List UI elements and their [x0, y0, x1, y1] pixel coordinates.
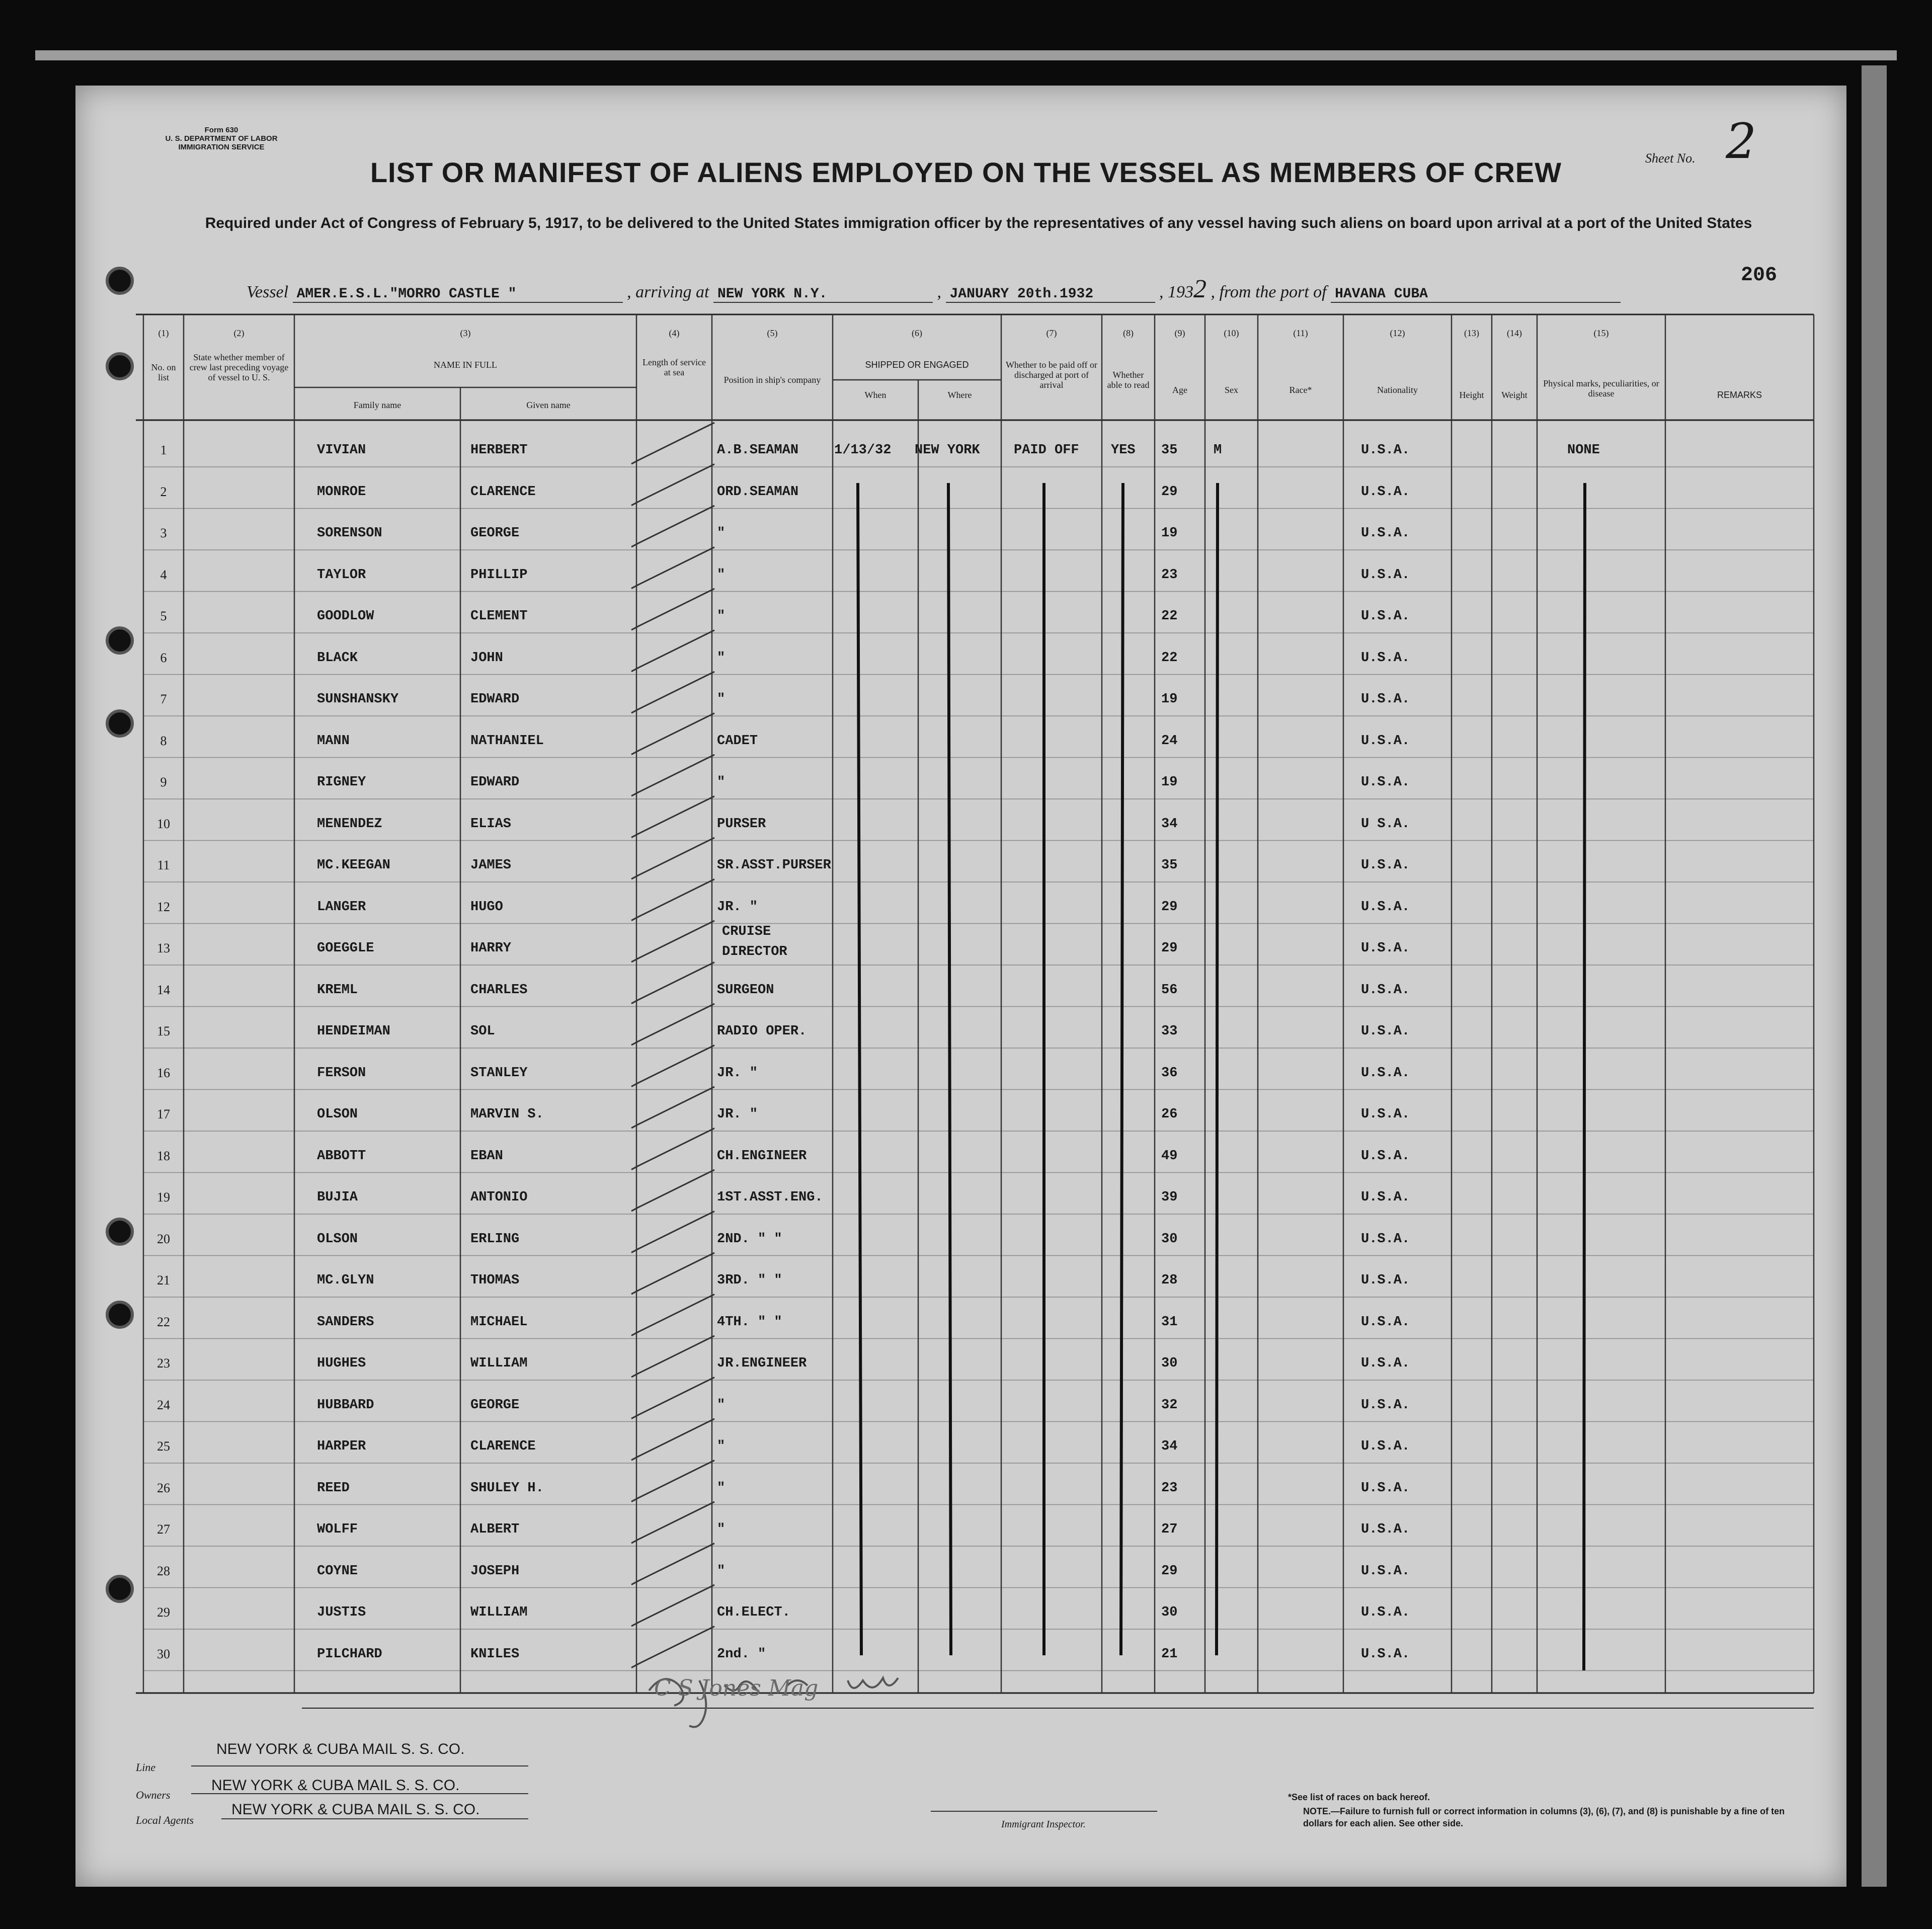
cell-no: 29 — [157, 1605, 170, 1620]
cell-position: " — [717, 775, 726, 790]
sheet-number-label: Sheet No. — [1645, 151, 1696, 166]
cell-age: 22 — [1161, 609, 1178, 624]
cell-given: CHARLES — [470, 982, 528, 998]
cell-family: ABBOTT — [317, 1148, 366, 1164]
cell-given: CLARENCE — [470, 484, 536, 500]
cell-position: " — [717, 1480, 726, 1496]
cell-position: CADET — [717, 733, 758, 749]
cell-given: GEORGE — [470, 1397, 520, 1413]
cell-family: FERSON — [317, 1065, 366, 1081]
cell-nationality: U.S.A. — [1361, 941, 1410, 956]
year-handwritten: 2 — [1193, 275, 1206, 303]
cell-given: ELIAS — [470, 816, 512, 832]
vessel-value: AMER.E.S.L."MORRO CASTLE " — [293, 286, 623, 303]
cell-read: YES — [1111, 443, 1136, 458]
cell-no: 11 — [157, 858, 170, 872]
cell-nationality: U.S.A. — [1361, 443, 1410, 458]
arrival-date: JANUARY 20th.1932 — [946, 286, 1155, 303]
cell-family: OLSON — [317, 1231, 358, 1247]
cell-nationality: U.S.A. — [1361, 1065, 1410, 1081]
cell-family: BUJIA — [317, 1190, 358, 1205]
header-position: Position in ship's company — [723, 375, 821, 385]
cell-age: 23 — [1161, 1480, 1178, 1496]
cell-age: 19 — [1161, 692, 1178, 707]
cell-given: EDWARD — [470, 775, 520, 790]
cell-family: HUBBARD — [317, 1397, 374, 1413]
cell-given: CLEMENT — [470, 609, 528, 624]
header-physical-marks: Physical marks, peculiarities, or disease — [1543, 378, 1659, 398]
cell-family: RIGNEY — [317, 775, 366, 790]
colnum-13: (13) — [1464, 328, 1479, 338]
cell-family: WOLFF — [317, 1522, 358, 1537]
cell-nationality: U.S.A. — [1361, 1563, 1410, 1579]
header-name-in-full: NAME IN FULL — [434, 360, 497, 370]
cell-given: JOSEPH — [470, 1563, 520, 1579]
cell-nationality: U.S.A. — [1361, 1190, 1410, 1205]
cell-position: JR. " — [717, 1065, 758, 1081]
cell-given: EDWARD — [470, 692, 520, 707]
inspector-label: Immigrant Inspector. — [1001, 1819, 1086, 1830]
cell-no: 28 — [157, 1563, 170, 1578]
agents-label: Local Agents — [136, 1814, 194, 1826]
header-where: Where — [947, 390, 972, 400]
cell-family: MANN — [317, 733, 350, 749]
cell-given: JOHN — [470, 650, 503, 666]
cell-position: " — [717, 650, 726, 666]
cell-position: 1ST.ASST.ENG. — [717, 1190, 823, 1205]
owners-value: NEW YORK & CUBA MAIL S. S. CO. — [211, 1777, 460, 1794]
cell-position: CH.ELECT. — [717, 1605, 790, 1620]
from-port-value: HAVANA CUBA — [1331, 286, 1621, 303]
cell-age: 39 — [1161, 1190, 1178, 1205]
cell-no: 12 — [157, 899, 170, 914]
cell-position: SURGEON — [717, 982, 774, 998]
cell-given: HARRY — [470, 941, 512, 956]
cell-no: 3 — [160, 526, 167, 540]
cell-age: 36 — [1161, 1065, 1178, 1081]
colnum-7: (7) — [1046, 328, 1057, 338]
cell-given: CLARENCE — [470, 1439, 536, 1454]
cell-given: ALBERT — [470, 1522, 520, 1537]
cell-physical: NONE — [1567, 443, 1600, 458]
cell-family: GOODLOW — [317, 609, 374, 624]
vessel-label: Vessel — [247, 283, 289, 301]
cell-no: 23 — [157, 1356, 170, 1371]
department-name: U. S. DEPARTMENT OF LABOR — [165, 134, 278, 143]
cell-age: 56 — [1161, 982, 1178, 998]
header-given-name: Given name — [526, 400, 571, 410]
cell-position: " — [717, 692, 726, 707]
cell-no: 18 — [157, 1148, 170, 1163]
cell-no: 21 — [157, 1273, 170, 1288]
header-able-read: Whether able to read — [1107, 370, 1150, 390]
cell-position: JR.ENGINEER — [717, 1356, 807, 1371]
line-value: NEW YORK & CUBA MAIL S. S. CO. — [216, 1741, 465, 1757]
cell-age: 19 — [1161, 526, 1178, 541]
cell-nationality: U.S.A. — [1361, 1273, 1410, 1288]
owners-label: Owners — [136, 1789, 171, 1801]
cell-no: 14 — [157, 982, 170, 997]
cell-family: MONROE — [317, 484, 366, 500]
cell-no: 6 — [160, 650, 167, 665]
header-paid-off: Whether to be paid off or discharged at port of arrival — [1005, 360, 1098, 390]
cell-position: " — [717, 609, 726, 624]
cell-no: 20 — [157, 1231, 170, 1246]
colnum-6: (6) — [912, 328, 922, 338]
cell-nationality: U.S.A. — [1361, 1605, 1410, 1620]
cell-family: REED — [317, 1480, 350, 1496]
cell-position: 2nd. " — [717, 1646, 766, 1662]
cell-family: OLSON — [317, 1107, 358, 1122]
header-no-on-list: No. on list — [151, 362, 176, 382]
cell-position: " — [717, 1563, 726, 1579]
cell-sex: M — [1214, 443, 1222, 458]
line-label: Line — [136, 1761, 156, 1774]
service-name: IMMIGRATION SERVICE — [178, 143, 265, 151]
cell-nationality: U.S.A. — [1361, 899, 1410, 915]
cell-nationality: U.S.A. — [1361, 1314, 1410, 1330]
cell-nationality: U.S.A. — [1361, 1646, 1410, 1662]
cell-position: CH.ENGINEER — [717, 1148, 807, 1164]
cell-family: SANDERS — [317, 1314, 374, 1330]
cell-position: 4TH. " " — [717, 1314, 782, 1330]
header-age: Age — [1172, 385, 1187, 395]
cell-no: 4 — [160, 567, 167, 582]
cell-nationality: U.S.A. — [1361, 692, 1410, 707]
cell-position: " — [717, 526, 726, 541]
cell-given: HERBERT — [470, 443, 528, 458]
cell-position: A.B.SEAMAN — [717, 443, 799, 458]
cell-given: WILLIAM — [470, 1605, 528, 1620]
cell-given: HUGO — [470, 899, 503, 915]
cell-no: 16 — [157, 1065, 170, 1080]
header-height: Height — [1459, 390, 1484, 400]
cell-family: BLACK — [317, 650, 358, 666]
cell-when: 1/13/32 — [834, 443, 892, 458]
cell-nationality: U.S.A. — [1361, 1480, 1410, 1496]
cell-no: 25 — [157, 1439, 170, 1454]
form-number: Form 630 — [204, 126, 238, 134]
cell-where: NEW YORK — [915, 443, 980, 458]
stamp-number: 206 — [1741, 264, 1778, 287]
cell-given: STANLEY — [470, 1065, 528, 1081]
cell-given: KNILES — [470, 1646, 520, 1662]
cell-nationality: U.S.A. — [1361, 1522, 1410, 1537]
cell-no: 9 — [160, 775, 167, 789]
colnum-2: (2) — [233, 328, 245, 338]
cell-paid: PAID OFF — [1014, 443, 1079, 458]
cell-no: 27 — [157, 1522, 170, 1537]
from-port-label: , from the port of — [1211, 283, 1327, 301]
cell-position: RADIO OPER. — [717, 1024, 807, 1039]
cell-nationality: U.S.A. — [1361, 1024, 1410, 1039]
cell-age: 32 — [1161, 1397, 1178, 1413]
cell-given: MICHAEL — [470, 1314, 528, 1330]
note-fine: NOTE.—Failure to furnish full or correct information in columns (3), (6), (7), and (8) is punishable by a fine of ten dollars for each alien. See other side. — [1303, 1806, 1785, 1828]
colnum-10: (10) — [1224, 328, 1239, 338]
cell-given: WILLIAM — [470, 1356, 528, 1371]
cell-nationality: U.S.A. — [1361, 526, 1410, 541]
cell-position: JR. " — [717, 899, 758, 915]
cell-no: 13 — [157, 941, 170, 955]
cell-family: HUGHES — [317, 1356, 366, 1371]
cell-family: LANGER — [317, 899, 366, 915]
cell-nationality: U.S.A. — [1361, 1356, 1410, 1371]
header-race: Race* — [1289, 385, 1312, 395]
cell-family: TAYLOR — [317, 567, 366, 583]
cell-given: JAMES — [470, 858, 512, 873]
cell-position: " — [717, 1397, 726, 1413]
cell-family: HARPER — [317, 1439, 366, 1454]
cell-given: ERLING — [470, 1231, 520, 1247]
arriving-label: , arriving at — [627, 283, 709, 301]
cell-position: CRUISE DIRECTOR — [722, 924, 787, 959]
cell-no: 2 — [160, 484, 167, 499]
cell-age: 35 — [1161, 858, 1178, 873]
cell-nationality: U.S.A. — [1361, 1397, 1410, 1413]
cell-position: 3RD. " " — [717, 1273, 782, 1288]
arriving-value: NEW YORK N.Y. — [713, 286, 933, 303]
cell-nationality: U.S.A. — [1361, 858, 1410, 873]
cell-no: 24 — [157, 1397, 170, 1412]
header-sex: Sex — [1225, 385, 1238, 395]
cell-position: " — [717, 1522, 726, 1537]
header-family-name: Family name — [353, 400, 401, 410]
cell-nationality: U.S.A. — [1361, 650, 1410, 666]
cell-position: JR. " — [717, 1107, 758, 1122]
cell-given: SOL — [470, 1024, 495, 1039]
cell-family: PILCHARD — [317, 1646, 382, 1662]
cell-nationality: U.S.A. — [1361, 609, 1410, 624]
cell-nationality: U.S.A. — [1361, 1148, 1410, 1164]
cell-position: SR.ASST.PURSER — [717, 858, 831, 873]
cell-age: 30 — [1161, 1231, 1178, 1247]
cell-no: 30 — [157, 1646, 170, 1661]
cell-nationality: U S.A. — [1361, 816, 1410, 832]
cell-age: 35 — [1161, 443, 1178, 458]
cell-no: 5 — [160, 609, 167, 623]
cell-age: 28 — [1161, 1273, 1178, 1288]
cell-position: PURSER — [717, 816, 766, 832]
cell-family: MC.KEEGAN — [317, 858, 390, 873]
cell-age: 19 — [1161, 775, 1178, 790]
cell-position: ORD.SEAMAN — [717, 484, 799, 500]
cell-no: 8 — [160, 733, 167, 748]
cell-family: VIVIAN — [317, 443, 366, 458]
cell-nationality: U.S.A. — [1361, 1439, 1410, 1454]
cell-age: 29 — [1161, 484, 1178, 500]
cell-age: 31 — [1161, 1314, 1178, 1330]
page-subtitle: Required under Act of Congress of February 5, 1917, to be delivered to the United States immigration officer by the representatives of any vessel having such aliens on board upon arrival at a port of the United States — [205, 215, 1752, 231]
cell-given: GEORGE — [470, 526, 520, 541]
cell-nationality: U.S.A. — [1361, 484, 1410, 500]
cell-no: 26 — [157, 1480, 170, 1495]
header-crew-state: State whether member of crew last preceding voyage of vessel to U. S. — [189, 352, 289, 382]
cell-given: EBAN — [470, 1148, 503, 1164]
cell-age: 24 — [1161, 733, 1178, 749]
page-title: LIST OR MANIFEST OF ALIENS EMPLOYED ON THE VESSEL AS MEMBERS OF CREW — [370, 156, 1562, 188]
year-printed: , 193 — [1159, 283, 1193, 301]
cell-age: 34 — [1161, 816, 1178, 832]
colnum-9: (9) — [1174, 328, 1185, 338]
cell-position: 2ND. " " — [717, 1231, 782, 1247]
cell-no: 1 — [160, 443, 167, 457]
sheet-number-value: 2 — [1726, 113, 1757, 170]
cell-age: 21 — [1161, 1646, 1178, 1662]
cell-age: 26 — [1161, 1107, 1178, 1122]
cell-no: 19 — [157, 1190, 170, 1204]
cell-position: " — [717, 567, 726, 583]
cell-nationality: U.S.A. — [1361, 982, 1410, 998]
colnum-8: (8) — [1123, 328, 1134, 338]
cell-family: GOEGGLE — [317, 941, 374, 956]
cell-no: 7 — [160, 692, 167, 706]
cell-age: 49 — [1161, 1148, 1178, 1164]
cell-given: MARVIN S. — [470, 1107, 544, 1122]
cell-given: ANTONIO — [470, 1190, 528, 1205]
cell-age: 29 — [1161, 1563, 1178, 1579]
colnum-15: (15) — [1593, 328, 1609, 338]
cell-no: 15 — [157, 1024, 170, 1038]
colnum-1: (1) — [158, 328, 169, 338]
cell-nationality: U.S.A. — [1361, 775, 1410, 790]
cell-given: THOMAS — [470, 1273, 520, 1288]
cell-family: COYNE — [317, 1563, 358, 1579]
colnum-14: (14) — [1507, 328, 1522, 338]
colnum-11: (11) — [1293, 328, 1308, 338]
cell-age: 22 — [1161, 650, 1178, 666]
cell-family: MENENDEZ — [317, 816, 382, 832]
header-remarks: REMARKS — [1717, 390, 1762, 400]
agents-value: NEW YORK & CUBA MAIL S. S. CO. — [231, 1801, 480, 1818]
cell-given: NATHANIEL — [470, 733, 544, 749]
cell-nationality: U.S.A. — [1361, 733, 1410, 749]
colnum-5: (5) — [767, 328, 778, 338]
header-nationality: Nationality — [1377, 385, 1418, 395]
cell-age: 29 — [1161, 941, 1178, 956]
cell-given: SHULEY H. — [470, 1480, 544, 1496]
colnum-3: (3) — [460, 328, 471, 338]
cell-nationality: U.S.A. — [1361, 1107, 1410, 1122]
cell-age: 34 — [1161, 1439, 1178, 1454]
cell-no: 17 — [157, 1107, 170, 1121]
cell-age: 30 — [1161, 1605, 1178, 1620]
cell-given: PHILLIP — [470, 567, 528, 583]
cell-family: MC.GLYN — [317, 1273, 374, 1288]
cell-family: KREML — [317, 982, 358, 998]
cell-age: 27 — [1161, 1522, 1178, 1537]
cell-family: HENDEIMAN — [317, 1024, 390, 1039]
cell-nationality: U.S.A. — [1361, 567, 1410, 583]
header-length-service: Length of service at sea — [642, 357, 706, 377]
cell-age: 30 — [1161, 1356, 1178, 1371]
colnum-4: (4) — [669, 328, 680, 338]
cell-nationality: U.S.A. — [1361, 1231, 1410, 1247]
cell-family: JUSTIS — [317, 1605, 366, 1620]
vessel-line: Vessel AMER.E.S.L."MORRO CASTLE " , arriving at NEW YORK N.Y. , JANUARY 20th.1932 , 1932 , from the port of HAVANA CUBA — [247, 274, 1621, 304]
cell-family: SUNSHANSKY — [317, 692, 399, 707]
cell-no: 22 — [157, 1314, 170, 1329]
cell-age: 29 — [1161, 899, 1178, 915]
cell-no: 10 — [157, 816, 170, 831]
signature: C S Jones Mag — [654, 1675, 819, 1701]
header-when: When — [864, 390, 887, 400]
note-races: *See list of races on back hereof. — [1288, 1792, 1430, 1802]
header-shipped-engaged: SHIPPED OR ENGAGED — [865, 360, 969, 370]
cell-age: 33 — [1161, 1024, 1178, 1039]
header-weight: Weight — [1501, 390, 1527, 400]
cell-position: " — [717, 1439, 726, 1454]
cell-age: 23 — [1161, 567, 1178, 583]
colnum-12: (12) — [1390, 328, 1405, 338]
cell-family: SORENSON — [317, 526, 382, 541]
